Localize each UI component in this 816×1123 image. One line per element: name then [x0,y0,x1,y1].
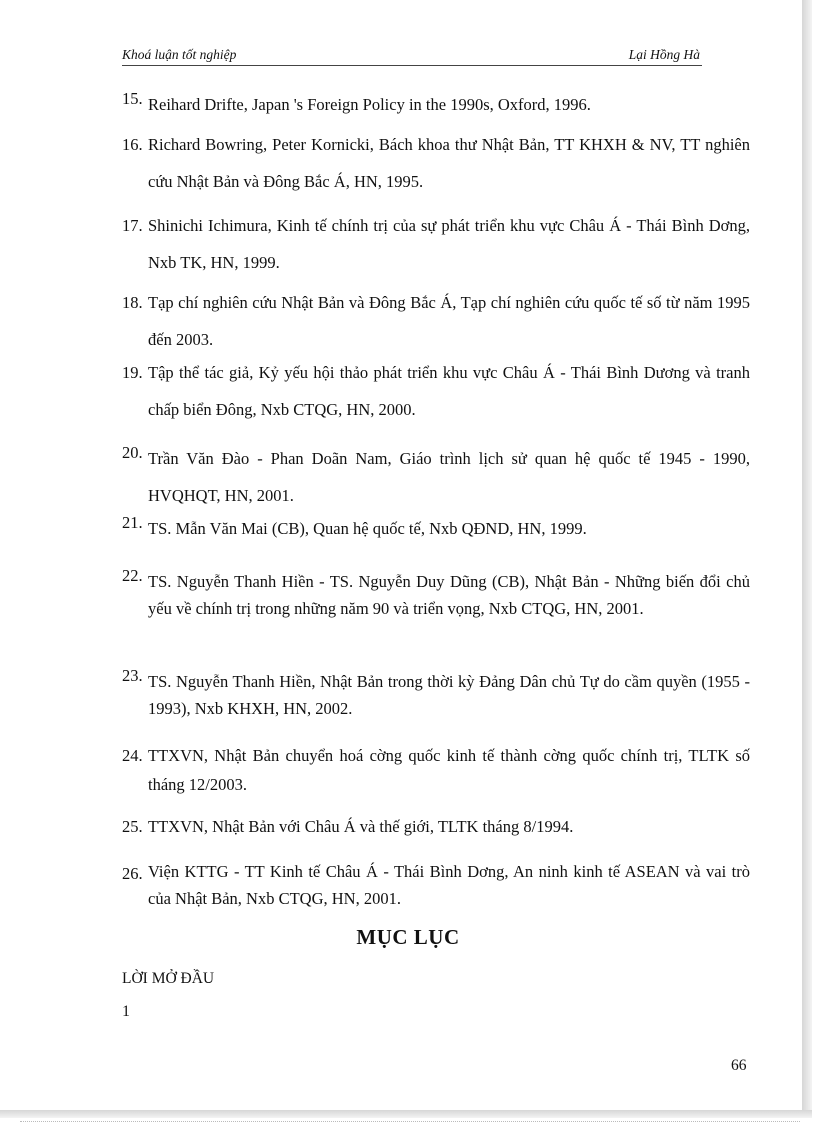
toc-title: MỤC LỤC [356,925,460,949]
reference-item [122,440,750,514]
reference-number: 16. [122,135,143,154]
page-shadow-bottom [0,1110,812,1118]
page-number: 66 [731,1057,747,1074]
reference-number: 24. [122,746,143,765]
reference-text: TTXVN, Nhật Bản chuyển hoá cờng quốc kinh tế thành cờng quốc chính trị, TLTK số tháng 12/2003. [148,746,750,794]
reference-text: Tạp chí nghiên cứu Nhật Bản và Đông Bắc Á, Tạp chí nghiên cứu quốc tế số từ năm 1995 đến 2003. [148,293,750,349]
reference-number: 19. [122,363,143,382]
reference-number: 18. [122,293,143,312]
reference-item [122,737,750,799]
header-author: Lại Hồng Hà [628,47,700,62]
reference-item [122,855,750,912]
reference-number: 17. [122,216,143,235]
page-bottom-border [20,1121,800,1122]
reference-text: Tập thể tác giả, Kỷ yếu hội thảo phát triển khu vực Châu Á - Thái Bình Dương và tranh chấp biển Đông, Nxb CTQG, HN, 2000. [148,363,750,419]
reference-number: 15. [122,89,143,108]
reference-number: 20. [122,443,143,462]
reference-text: TS. Mẫn Văn Mai (CB), Quan hệ quốc tế, Nxb QĐND, HN, 1999. [148,519,587,538]
reference-item [122,563,750,622]
reference-text: Trần Văn Đào - Phan Doãn Nam, Giáo trình lịch sử quan hệ quốc tế 1945 - 1990, HVQHQT, HN, 2001. [148,449,750,505]
toc-entry-intro: LỜI MỞ ĐẦU [122,970,215,987]
reference-number: 22. [122,566,143,585]
reference-item [122,354,750,428]
reference-item [122,808,750,845]
reference-text: TTXVN, Nhật Bản với Châu Á và thế giới, TLTK tháng 8/1994. [148,817,574,836]
reference-number: 25. [122,817,143,836]
reference-item [122,284,750,358]
toc-entry-page: 1 [122,1003,130,1020]
running-header [122,47,702,66]
reference-text: TS. Nguyễn Thanh Hiền - TS. Nguyễn Duy Dũng (CB), Nhật Bản - Những biến đổi chủ yếu về chính trị trong những năm 90 và triển vọng, Nxb CTQG, HN, 2001. [148,572,750,618]
reference-item [122,663,750,722]
reference-text: TS. Nguyễn Thanh Hiền, Nhật Bản trong thời kỳ Đảng Dân chủ Tự do cầm quyền (1955 - 1993), Nxb KHXH, HN, 2002. [148,672,750,718]
header-left-title: Khoá luận tốt nghiệp [122,47,237,62]
reference-text: Reihard Drifte, Japan 's Foreign Policy in the 1990s, Oxford, 1996. [148,95,591,114]
reference-number: 23. [122,666,143,685]
reference-text: Richard Bowring, Peter Kornicki, Bách khoa thư Nhật Bản, TT KHXH & NV, TT nghiên cứu Nhật Bản và Đông Bắc Á, HN, 1995. [148,135,750,191]
reference-number: 21. [122,513,143,532]
reference-text: Viện KTTG - TT Kinh tế Châu Á - Thái Bình Dơng, An ninh kinh tế ASEAN và vai trò của Nhật Bản, Nxb CTQG, HN, 2001. [148,862,750,908]
reference-text: Shinichi Ichimura, Kinh tế chính trị của sự phát triển khu vực Châu Á - Thái Bình Dơng, Nxb TK, HN, 1999. [148,216,750,272]
reference-item [122,126,750,200]
reference-item [122,207,750,281]
reference-number: 26. [122,864,143,883]
reference-item [122,510,750,547]
reference-item [122,86,750,123]
